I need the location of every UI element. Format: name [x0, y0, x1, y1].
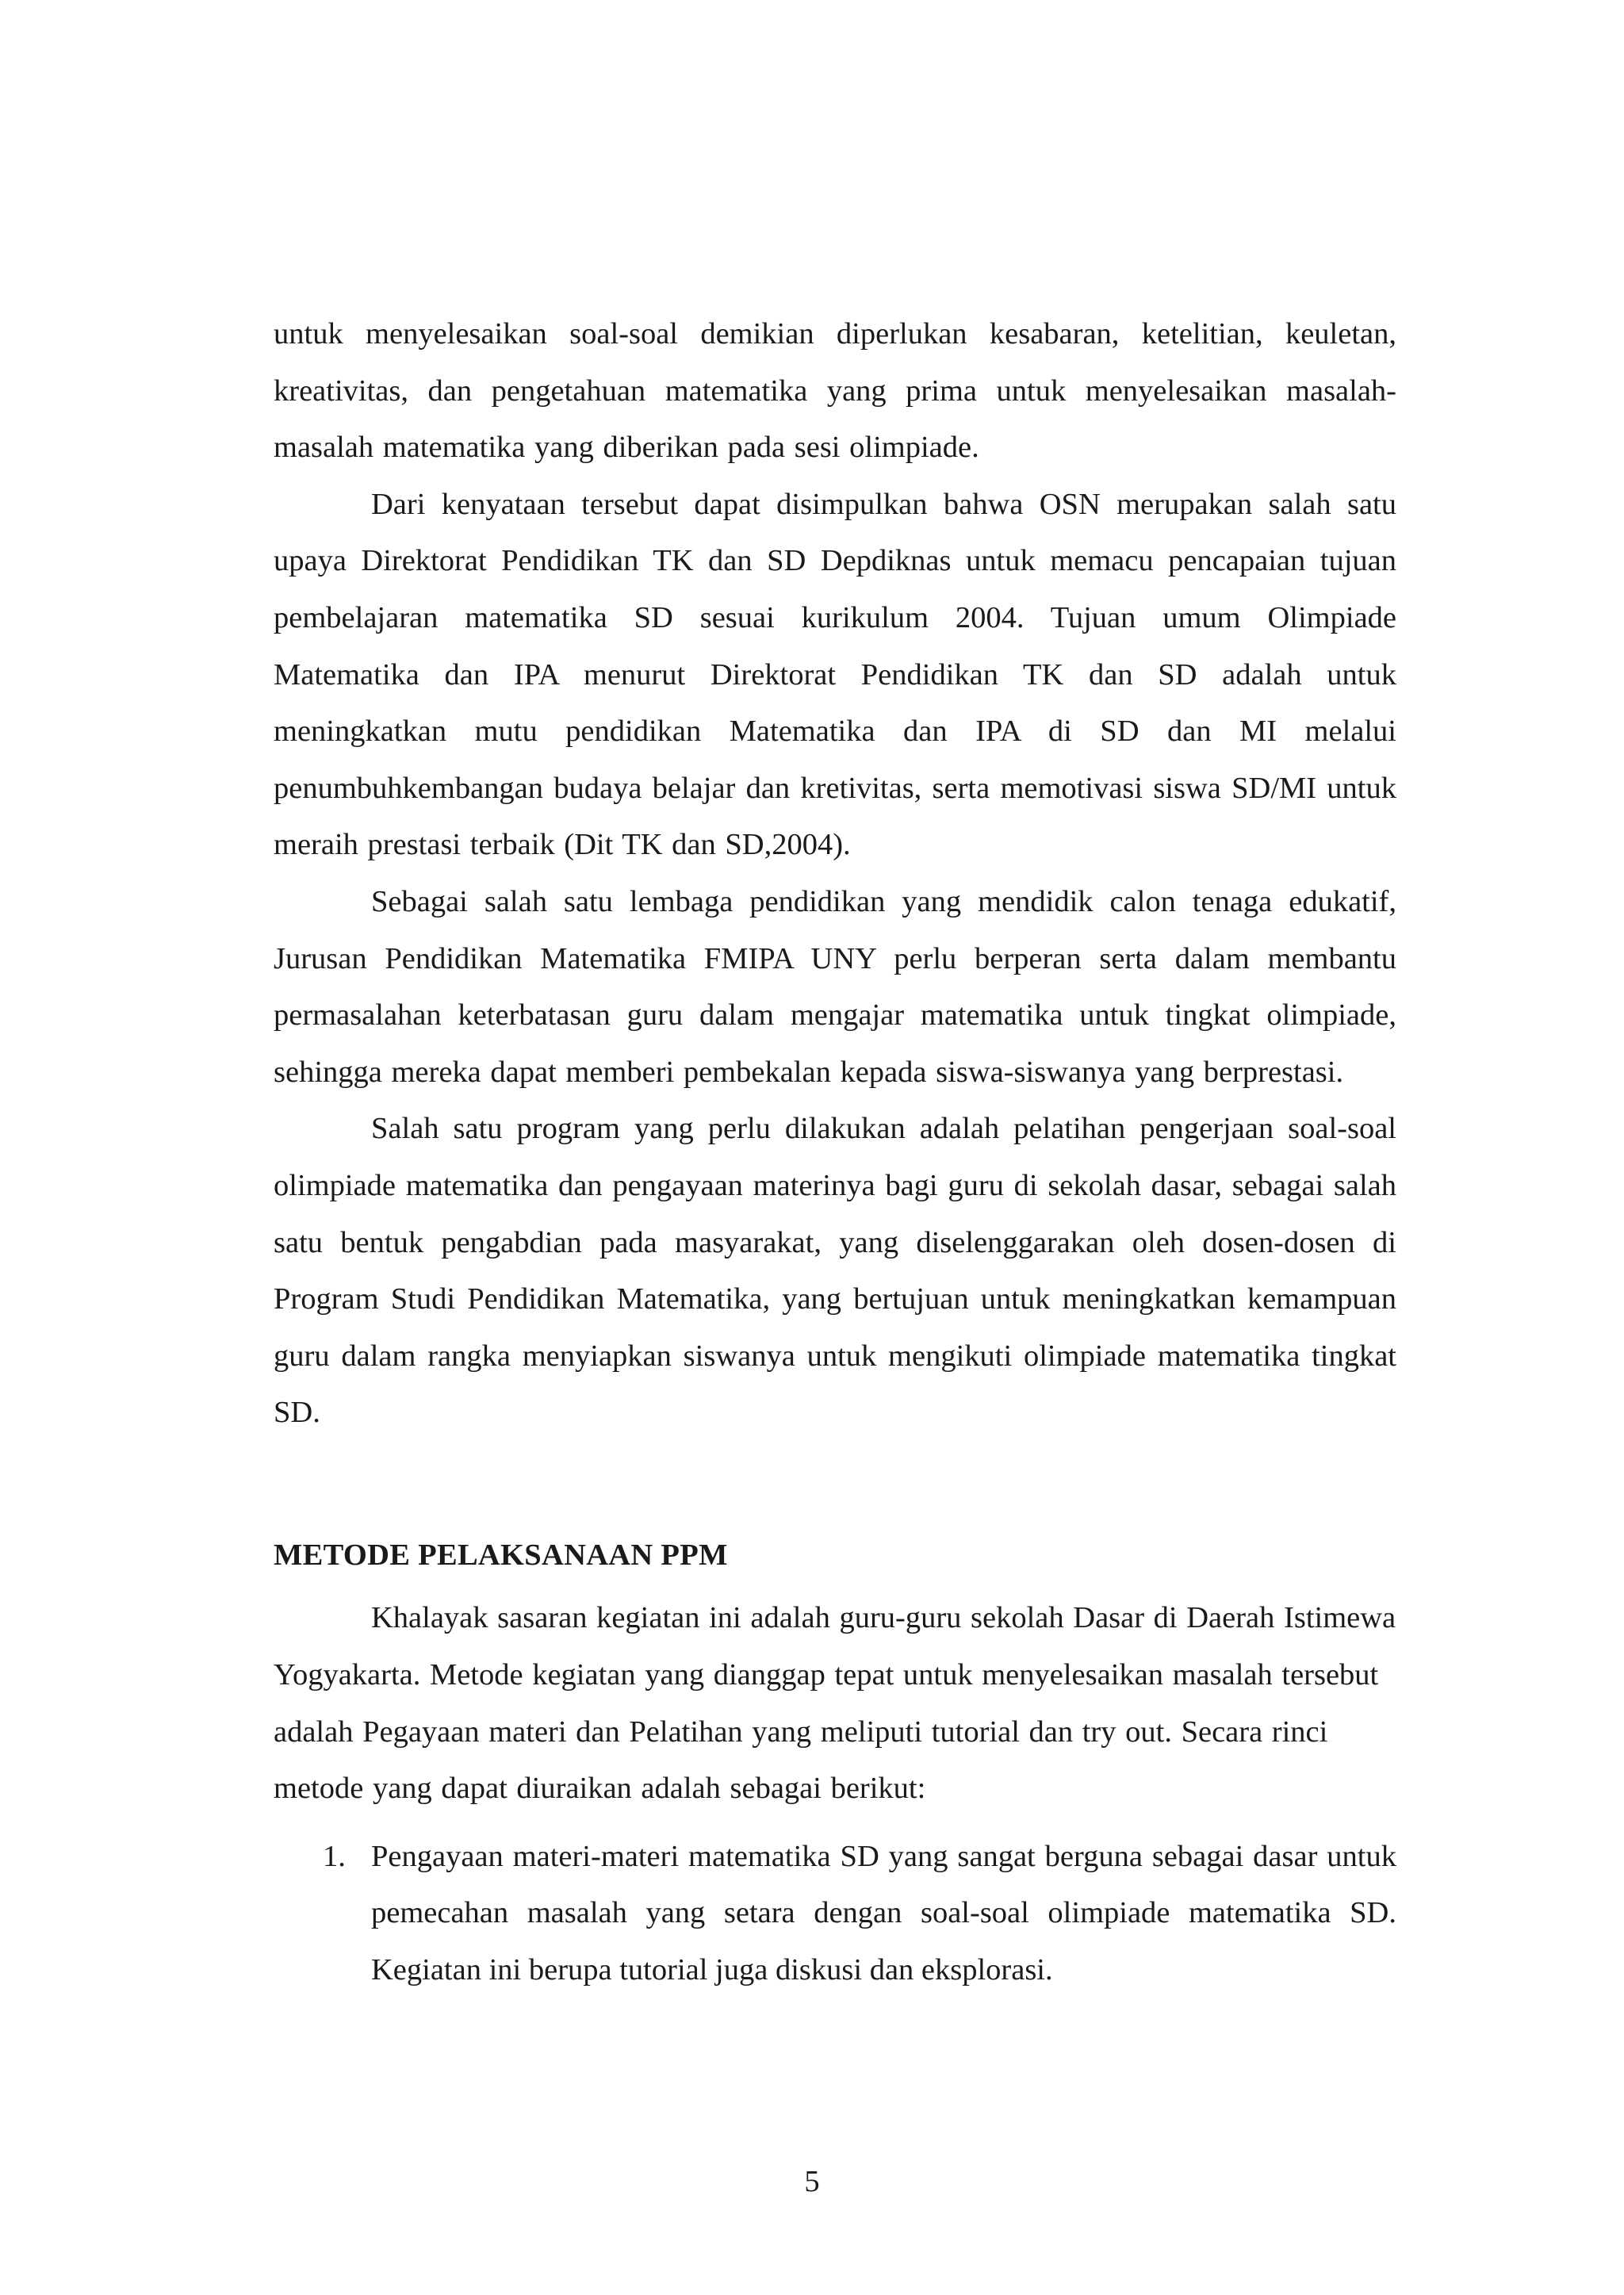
page-number: 5 [804, 2165, 820, 2198]
section-heading: METODE PELAKSANAAN PPM [274, 1538, 728, 1572]
paragraph-continuation: untuk menyelesaikan soal-soal demikian diperlukan kesabaran, ketelitian, keuletan, kreativitas, dan pengetahuan matematika yang prima untuk menyelesaikan masalah-masalah matematika yang diberikan pada sesi olimpiade. [274, 317, 1396, 465]
list-item [274, 1829, 1396, 1999]
method-list [274, 1829, 1396, 1999]
paragraph-institution-role: Sebagai salah satu lembaga pendidikan yang mendidik calon tenaga edukatif, Jurusan Pendidikan Matematika FMIPA UNY perlu berperan serta dalam membantu permasalahan keterbatasan guru dalam mengajar matematika untuk tingkat olimpiade, sehingga mereka dapat memberi pembekalan kepada siswa-siswanya yang berprestasi. [274, 884, 1396, 1089]
paragraph-program: Salah satu program yang perlu dilakukan adalah pelatihan pengerjaan soal-soal olimpiade matematika dan pengayaan materinya bagi guru di sekolah dasar, sebagai salah satu bentuk pengabdian pada masyarakat, yang diselenggarakan oleh dosen-dosen di Program Studi Pendidikan Matematika, yang bertujuan untuk meningkatkan kemampuan guru dalam rangka menyiapkan siswanya untuk mengikuti olimpiade matematika tingkat SD. [274, 1112, 1396, 1430]
section-intro-paragraph: Khalayak sasaran kegiatan ini adalah guru-guru sekolah Dasar di Daerah Istimewa Yogyakarta. Metode kegiatan yang dianggap tepat untuk menyelesaikan masalah tersebut adalah Pegayaan materi dan Pelatihan yang meliputi tutorial dan try out. Secara rinci metode yang dapat diuraikan adalah sebagai berikut: [274, 1601, 1396, 1806]
list-marker: 1. [323, 1839, 346, 1873]
paragraph-osn-conclusion: Dari kenyataan tersebut dapat disimpulkan bahwa OSN merupakan salah satu upaya Direktorat Pendidikan TK dan SD Depdiknas untuk memacu pencapaian tujuan pembelajaran matematika SD sesuai kurikulum 2004. Tujuan umum Olimpiade Matematika dan IPA menurut Direktorat Pendidikan TK dan SD adalah untuk meningkatkan mutu pendidikan Matematika dan IPA di SD dan MI melalui penumbuhkembangan budaya belajar dan kretivitas, serta memotivasi siswa SD/MI untuk meraih prestasi terbaik (Dit TK dan SD,2004). [274, 487, 1396, 862]
document-page [274, 306, 1396, 1999]
list-item-text: Pengayaan materi-materi matematika SD yang sangat berguna sebagai dasar untuk pemecahan masalah yang setara dengan soal-soal olimpiade matematika SD. Kegiatan ini berupa tutorial juga diskusi dan eksplorasi. [371, 1839, 1396, 1987]
